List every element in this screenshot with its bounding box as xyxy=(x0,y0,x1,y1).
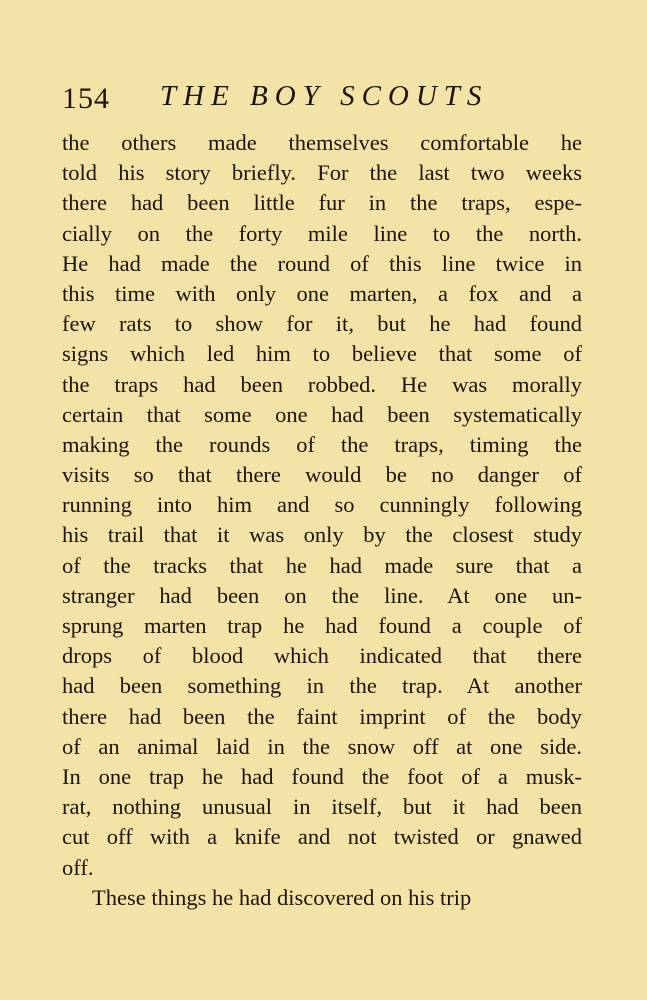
text-line: stranger had been on the line. At one un- xyxy=(62,582,582,608)
text-line: making the rounds of the traps, timing the xyxy=(62,431,582,457)
text-line: sprung marten trap he had found a couple of xyxy=(62,613,582,638)
text-line: cut off with a knife and not twisted or gnawed xyxy=(62,824,582,850)
text-line: visits so that there would be no danger of xyxy=(62,462,582,488)
body-text xyxy=(62,128,582,913)
running-title: THE BOY SCOUTS xyxy=(160,80,489,112)
text-line: told his story briefly. For the last two weeks xyxy=(62,160,582,186)
text-line: had been something in the trap. At another xyxy=(62,673,582,699)
paragraph-first-line: These things he had discovered on his trip xyxy=(92,884,472,910)
text-line: of an animal laid in the snow off at one side. xyxy=(62,733,582,759)
text-line: the traps had been robbed. He was morally xyxy=(62,371,582,397)
text-line: cially on the forty mile line to the north. xyxy=(62,220,582,246)
text-line: running into him and so cunningly following xyxy=(62,492,582,518)
text-line: off. xyxy=(62,854,94,880)
text-line: there had been little fur in the traps, espe- xyxy=(62,190,582,216)
text-line: rat, nothing unusual in itself, but it had been xyxy=(62,794,582,820)
text-line: of the tracks that he had made sure that a xyxy=(62,552,582,578)
text-line: his trail that it was only by the closest study xyxy=(62,522,582,548)
text-line: there had been the faint imprint of the body xyxy=(62,703,582,729)
text-line: signs which led him to believe that some of xyxy=(62,341,582,367)
text-line: this time with only one marten, a fox and a xyxy=(62,280,582,306)
text-line: In one trap he had found the foot of a musk- xyxy=(62,763,582,789)
text-line: few rats to show for it, but he had found xyxy=(62,311,582,337)
text-line: certain that some one had been systematically xyxy=(62,401,582,427)
text-line: He had made the round of this line twice in xyxy=(62,250,582,276)
page-number: 154 xyxy=(62,82,110,115)
text-line: drops of blood which indicated that there xyxy=(62,643,582,669)
text-line: the others made themselves comfortable he xyxy=(62,130,582,155)
running-head xyxy=(62,78,592,118)
